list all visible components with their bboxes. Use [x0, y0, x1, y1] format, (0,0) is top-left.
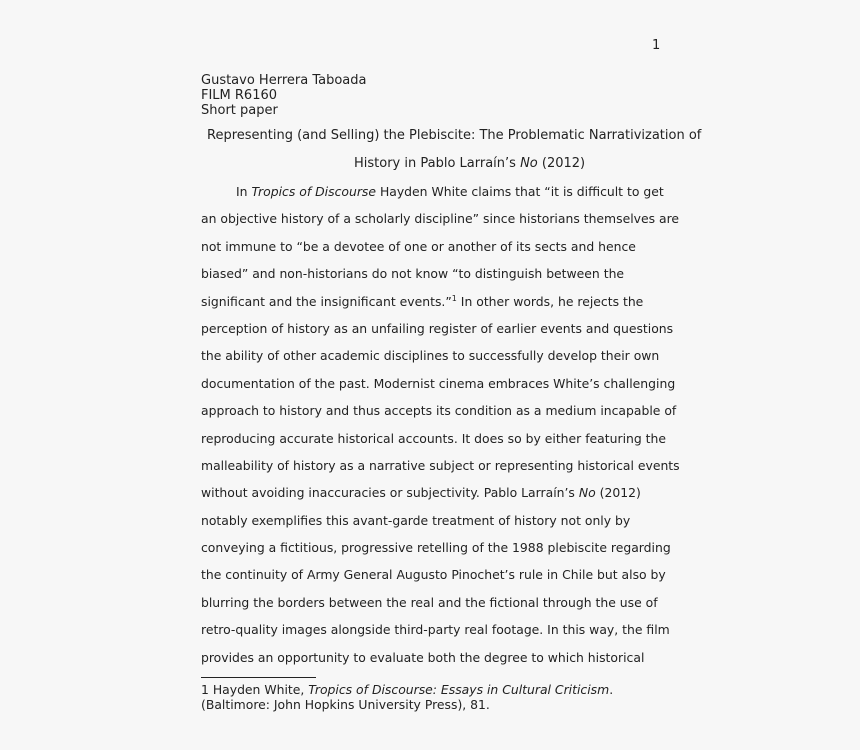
footnote-line-2: (Baltimore: John Hopkins University Press), 81.	[201, 697, 490, 712]
body-line-13: notably exemplifies this avant-garde treatment of history not only by	[201, 513, 631, 528]
footnote-divider	[201, 677, 316, 678]
body-line-17: retro-quality images alongside third-party real footage. In this way, the film	[201, 622, 670, 637]
body-line-10: reproducing accurate historical accounts. It does so by either featuring the	[201, 431, 667, 446]
body-line-3: not immune to “be a devotee of one or another of its sects and hence	[201, 239, 636, 254]
paper-title-line-2: History in Pablo Larraín’s No (2012)	[354, 156, 586, 171]
body-line-7: the ability of other academic disciplines to successfully develop their own	[201, 348, 660, 363]
footnote-reference[interactable]: 1	[451, 294, 457, 303]
body-line-4: biased” and non-historians do not know “to distinguish between the	[201, 266, 625, 281]
body-line-5: significant and the insignificant events.”$^1$ In other words, he rejects the	[201, 294, 644, 310]
paper-type: Short paper	[201, 103, 278, 118]
body-line-1: In Tropics of Discourse Hayden White claims that “it is difficult to get	[236, 184, 664, 199]
paper-title-line-1: Representing (and Selling) the Plebiscite: The Problematic Narrativization of	[207, 128, 702, 143]
body-line-16: blurring the borders between the real and the fictional through the use of	[201, 595, 658, 610]
body-line-9: approach to history and thus accepts its condition as a medium incapable of	[201, 403, 677, 418]
footnote-line-1: 1 Hayden White, Tropics of Discourse: Essays in Cultural Criticism.	[201, 682, 614, 697]
body-line-11: malleability of history as a narrative subject or representing historical events	[201, 458, 680, 473]
body-line-8: documentation of the past. Modernist cinema embraces White’s challenging	[201, 376, 676, 391]
body-line-6: perception of history as an unfailing register of earlier events and questions	[201, 321, 674, 336]
body-line-18: provides an opportunity to evaluate both the degree to which historical	[201, 650, 645, 665]
page-number: 1	[652, 38, 661, 53]
body-line-14: conveying a fictitious, progressive retelling of the 1988 plebiscite regarding	[201, 540, 671, 555]
body-line-2: an objective history of a scholarly discipline” since historians themselves are	[201, 211, 680, 226]
course-code: FILM R6160	[201, 88, 278, 103]
body-line-15: the continuity of Army General Augusto Pinochet’s rule in Chile but also by	[201, 567, 666, 582]
author-name: Gustavo Herrera Taboada	[201, 73, 367, 88]
body-line-12: without avoiding inaccuracies or subjectivity. Pablo Larraín’s No (2012)	[201, 485, 641, 500]
paper-header	[201, 73, 366, 118]
